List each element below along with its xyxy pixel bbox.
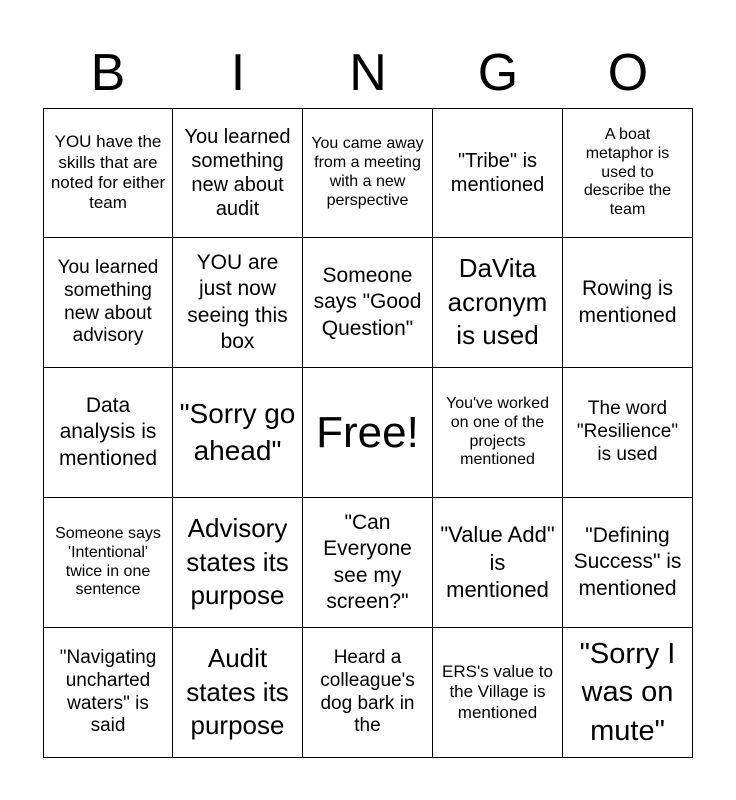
bingo-cell[interactable]: Someone says 'Intentional' twice in one sentence	[43, 498, 173, 628]
bingo-cell[interactable]: You learned something new about advisory	[43, 238, 173, 368]
bingo-cell[interactable]: "Navigating uncharted waters" is said	[43, 628, 173, 758]
bingo-cell[interactable]: "Defining Success" is mentioned	[563, 498, 693, 628]
bingo-cell[interactable]: "Sorry go ahead"	[173, 368, 303, 498]
bingo-header	[43, 38, 693, 108]
bingo-cell[interactable]: You learned something new about audit	[173, 108, 303, 238]
bingo-board	[43, 108, 693, 757]
bingo-cell[interactable]: YOU have the skills that are noted for either team	[43, 108, 173, 238]
bingo-cell[interactable]: "Tribe" is mentioned	[433, 108, 563, 238]
bingo-cell[interactable]: Advisory states its purpose	[173, 498, 303, 628]
bingo-cell[interactable]: ERS's value to the Village is mentioned	[433, 628, 563, 758]
bingo-cell[interactable]: YOU are just now seeing this box	[173, 238, 303, 368]
bingo-cell[interactable]: Audit states its purpose	[173, 628, 303, 758]
bingo-cell[interactable]: A boat metaphor is used to describe the team	[563, 108, 693, 238]
header-letter-o: O	[607, 44, 649, 102]
bingo-cell[interactable]: Rowing is mentioned	[563, 238, 693, 368]
header-letter-g: G	[477, 44, 519, 102]
bingo-cell[interactable]: DaVita acronym is used	[433, 238, 563, 368]
header-letter-b: B	[90, 44, 126, 102]
bingo-cell[interactable]: You came away from a meeting with a new perspective	[303, 108, 433, 238]
header-letter-n: N	[349, 44, 387, 102]
bingo-cell[interactable]: "Value Add" is mentioned	[433, 498, 563, 628]
bingo-cell[interactable]: Heard a colleague's dog bark in the	[303, 628, 433, 758]
free-space[interactable]: Free!	[303, 368, 433, 498]
bingo-cell[interactable]: The word "Resilience" is used	[563, 368, 693, 498]
bingo-cell[interactable]: Someone says "Good Question"	[303, 238, 433, 368]
bingo-cell[interactable]: Data analysis is mentioned	[43, 368, 173, 498]
header-letter-i: I	[230, 44, 246, 102]
bingo-cell[interactable]: "Sorry I was on mute"	[563, 628, 693, 758]
bingo-cell[interactable]: You've worked on one of the projects mentioned	[433, 368, 563, 498]
bingo-cell[interactable]: "Can Everyone see my screen?"	[303, 498, 433, 628]
